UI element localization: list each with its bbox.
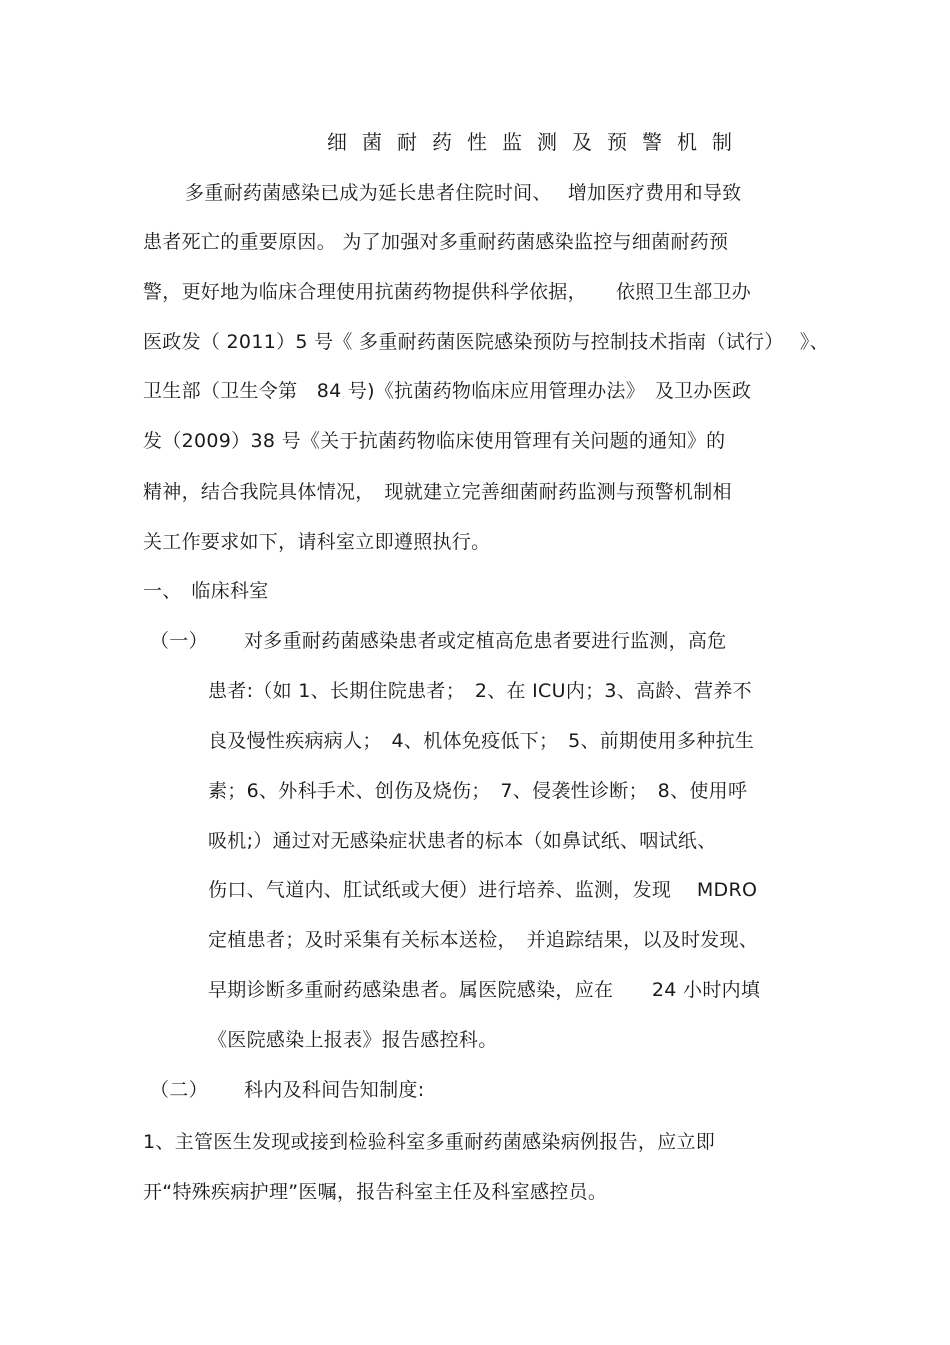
intro-line-4: 医政发（ 2011）5 号《 多重耐药菌医院感染预防与控制技术指南（试行） 》、 <box>143 331 829 353</box>
intro-line-7: 精神，结合我院具体情况， 现就建立完善细菌耐药监测与预警机制相 <box>143 481 732 503</box>
section-1-heading: 一、 临床科室 <box>143 580 269 602</box>
item-2-text: 科内及科间告知制度: <box>244 1079 425 1101</box>
item-1-line-3: 良及慢性疾病病人； 4、机体免疫低下； 5、前期使用多种抗生 <box>208 730 755 752</box>
item-1-line-9: 《医院感染上报表》报告感控科。 <box>208 1029 498 1051</box>
item-1-line-8: 早期诊断多重耐药感染患者。属医院感染，应在 24 小时内填 <box>208 979 761 1001</box>
document-title: 细菌耐药性监测及预警机制 <box>327 130 747 154</box>
intro-line-3: 警，更好地为临床合理使用抗菌药物提供科学依据， 依照卫生部卫办 <box>143 281 752 303</box>
item-1-line-4: 素；6、外科手术、创伤及烧伤； 7、侵袭性诊断； 8、使用呼 <box>208 780 748 802</box>
item-1-line-6: 伤口、气道内、肛试纸或大便）进行培养、监测，发现 MDRO <box>208 879 758 901</box>
item-1-line-5: 吸机;）通过对无感染症状患者的标本（如鼻试纸、咽试纸、 <box>208 830 717 852</box>
item-1-line-7: 定植患者；及时采集有关标本送检， 并追踪结果，以及时发现、 <box>208 929 759 951</box>
intro-line-2: 患者死亡的重要原因。 为了加强对多重耐药菌感染监控与细菌耐药预 <box>143 231 729 253</box>
item-1-line-1: 对多重耐药菌感染患者或定植高危患者要进行监测，高危 <box>244 630 727 652</box>
item-1-label: （一） <box>150 630 208 652</box>
item-1-line-2: 患者:（如 1、长期住院患者； 2、在 ICU内；3、高龄、营养不 <box>208 680 752 702</box>
intro-line-1: 多重耐药菌感染已成为延长患者住院时间、 增加医疗费用和导致 <box>185 182 742 204</box>
rule-1-line-1: 1、主管医生发现或接到检验科室多重耐药菌感染病例报告，应立即 <box>143 1131 716 1153</box>
intro-line-5: 卫生部（卫生令第 84 号)《抗菌药物临床应用管理办法》 及卫办医政 <box>143 380 752 402</box>
intro-line-6: 发（2009）38 号《关于抗菌药物临床使用管理有关问题的通知》的 <box>143 430 726 452</box>
intro-line-8: 关工作要求如下，请科室立即遵照执行。 <box>143 531 491 553</box>
rule-1-line-2: 开“特殊疾病护理”医嘱，报告科室主任及科室感控员。 <box>143 1181 608 1203</box>
item-2-label: （二） <box>150 1079 208 1101</box>
